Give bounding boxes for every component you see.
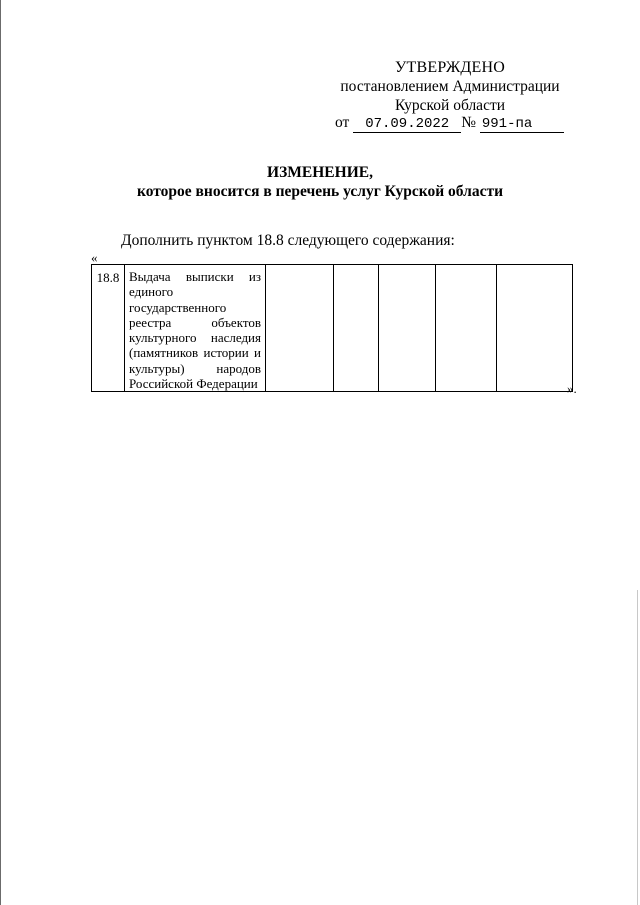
empty-cell-3 (379, 265, 436, 392)
closing-quote: ». (567, 381, 577, 396)
approval-block (330, 58, 570, 115)
decree-reference (335, 114, 564, 133)
amendment-table (91, 264, 573, 392)
intro-text: Дополнить пунктом 18.8 следующего содержания: (121, 232, 455, 249)
empty-cell-1 (266, 265, 334, 392)
decree-date: 07.09.2022 (353, 116, 461, 133)
document-subtitle: которое вносится в перечень услуг Курской области (136, 183, 504, 200)
row-number: 18.8 (92, 265, 125, 392)
empty-cell-5 (497, 265, 573, 392)
decree-number: 991-па (480, 116, 564, 133)
approval-title: УТВЕРЖДЕНО (394, 59, 505, 76)
row-description: Выдача выписки из единого государственного реестра объектов культурного наследия (памятников истории и культуры) народов Российской Федерации (129, 269, 261, 392)
document-title: ИЗМЕНЕНИЕ, (267, 164, 373, 181)
opening-quote: « (91, 250, 98, 265)
empty-cell-2 (334, 265, 379, 392)
decree-from-label: от (335, 114, 350, 131)
empty-cell-4 (436, 265, 497, 392)
table-row (92, 265, 573, 392)
scan-edge-right (637, 590, 638, 905)
row-description-cell (125, 265, 266, 392)
approval-line-1: постановлением Администрации (340, 78, 560, 95)
scan-edge-left (0, 0, 1, 905)
approval-line-2: Курской области (394, 97, 506, 114)
decree-number-label: № (461, 114, 476, 131)
